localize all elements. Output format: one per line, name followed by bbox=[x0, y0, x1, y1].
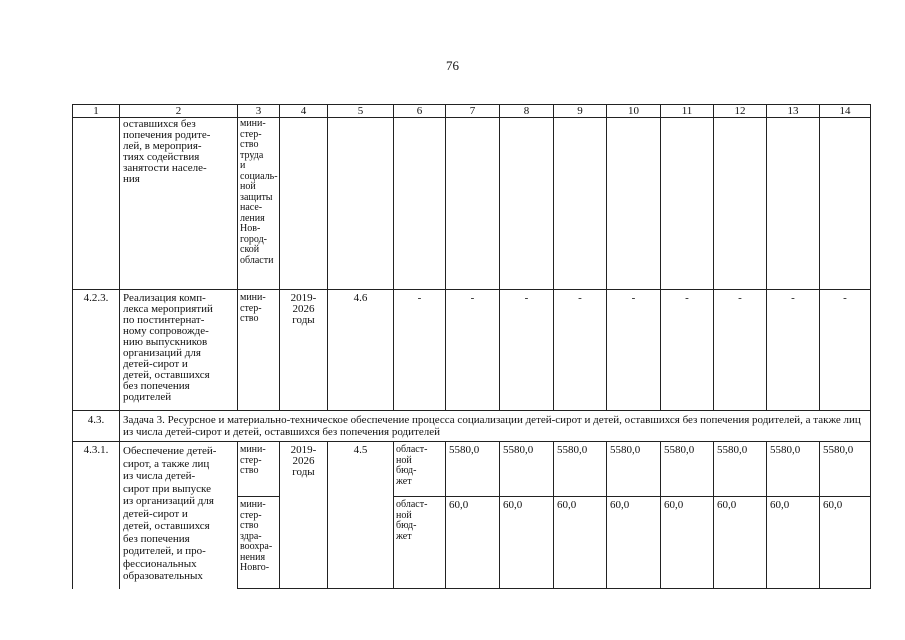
column-number-header: 7 bbox=[446, 105, 500, 118]
value-cell: - bbox=[500, 290, 554, 411]
value-cell: - bbox=[714, 290, 767, 411]
activity-name-cell: оставшихся без попечения родите- лей, в мероприя- тиях содействия занятости населе- ния bbox=[120, 118, 238, 290]
value-cell: 60,0 bbox=[820, 497, 871, 589]
value-cell: - bbox=[607, 290, 661, 411]
column-number-header: 14 bbox=[820, 105, 871, 118]
value-cell: 5580,0 bbox=[714, 442, 767, 497]
value-cell: 5580,0 bbox=[446, 442, 500, 497]
value-cell: - bbox=[767, 290, 820, 411]
funding-source-cell: област- ной бюд- жет bbox=[394, 497, 446, 589]
activity-name-cell: Обеспечение детей- сирот, а также лиц из числа детей- сирот при выпуске из организаций для детей-сирот и детей, оставшихся без попечения родителей, и про- фессиональных образовательных bbox=[120, 442, 238, 589]
value-cell: 5580,0 bbox=[820, 442, 871, 497]
column-number-header: 12 bbox=[714, 105, 767, 118]
table-header-row bbox=[73, 105, 871, 118]
column-number-header: 6 bbox=[394, 105, 446, 118]
row-number-cell: 4.2.3. bbox=[73, 290, 120, 411]
table-row-continuation bbox=[73, 118, 871, 290]
period-cell: 2019- 2026 годы bbox=[280, 442, 328, 589]
value-cell: 60,0 bbox=[607, 497, 661, 589]
executor-cell: мини- стер- ство bbox=[238, 442, 280, 497]
row-number-cell bbox=[73, 118, 120, 290]
value-cell: - bbox=[554, 290, 607, 411]
executor-cell: мини- стер- ство здра- воохра- нения Новго- bbox=[238, 497, 280, 589]
column-number-header: 5 bbox=[328, 105, 394, 118]
value-cell: 60,0 bbox=[500, 497, 554, 589]
value-cell: - bbox=[820, 290, 871, 411]
indicator-cell: 4.6 bbox=[328, 290, 394, 411]
executor-cell: мини- стер- ство bbox=[238, 290, 280, 411]
value-cell: 5580,0 bbox=[767, 442, 820, 497]
column-number-header: 13 bbox=[767, 105, 820, 118]
funding-source-cell: - bbox=[394, 290, 446, 411]
value-cell: 5580,0 bbox=[500, 442, 554, 497]
indicator-cell: 4.5 bbox=[328, 442, 394, 589]
value-cell: 5580,0 bbox=[554, 442, 607, 497]
executor-cell: мини- стер- ство труда и социаль- ной защиты насе- ления Нов- город- ской области bbox=[238, 118, 280, 290]
page-number: 76 bbox=[446, 58, 459, 73]
column-number-header: 11 bbox=[661, 105, 714, 118]
period-cell: 2019- 2026 годы bbox=[280, 290, 328, 411]
column-number-header: 1 bbox=[73, 105, 120, 118]
row-number-cell: 4.3.1. bbox=[73, 442, 120, 589]
program-activities-table bbox=[72, 104, 871, 589]
value-cell: 5580,0 bbox=[607, 442, 661, 497]
column-number-header: 4 bbox=[280, 105, 328, 118]
row-number-cell: 4.3. bbox=[73, 411, 120, 442]
value-cell: 60,0 bbox=[714, 497, 767, 589]
task-heading-cell: Задача 3. Ресурсное и материально-техническое обеспечение процесса социализации детей-сирот и детей, оставшихся без попечения родителей, а также лиц из числа детей-сирот и детей, оставшихся без попечения родителей bbox=[120, 411, 871, 442]
column-number-header: 10 bbox=[607, 105, 661, 118]
column-number-header: 3 bbox=[238, 105, 280, 118]
value-cell: - bbox=[446, 290, 500, 411]
table-row-4-3-1 bbox=[73, 442, 871, 497]
column-number-header: 8 bbox=[500, 105, 554, 118]
value-cell: - bbox=[661, 290, 714, 411]
funding-source-cell: област- ной бюд- жет bbox=[394, 442, 446, 497]
table-row-4-2-3 bbox=[73, 290, 871, 411]
value-cell: 60,0 bbox=[661, 497, 714, 589]
value-cell: 5580,0 bbox=[661, 442, 714, 497]
column-number-header: 9 bbox=[554, 105, 607, 118]
value-cell: 60,0 bbox=[446, 497, 500, 589]
activity-name-cell: Реализация комп- лекса мероприятий по постинтернат- ному сопровожде- нию выпускников организаций для детей-сирот и детей, оставшихся без попечения родителей bbox=[120, 290, 238, 411]
value-cell: 60,0 bbox=[554, 497, 607, 589]
table-row-task-3 bbox=[73, 411, 871, 442]
value-cell: 60,0 bbox=[767, 497, 820, 589]
column-number-header: 2 bbox=[120, 105, 238, 118]
